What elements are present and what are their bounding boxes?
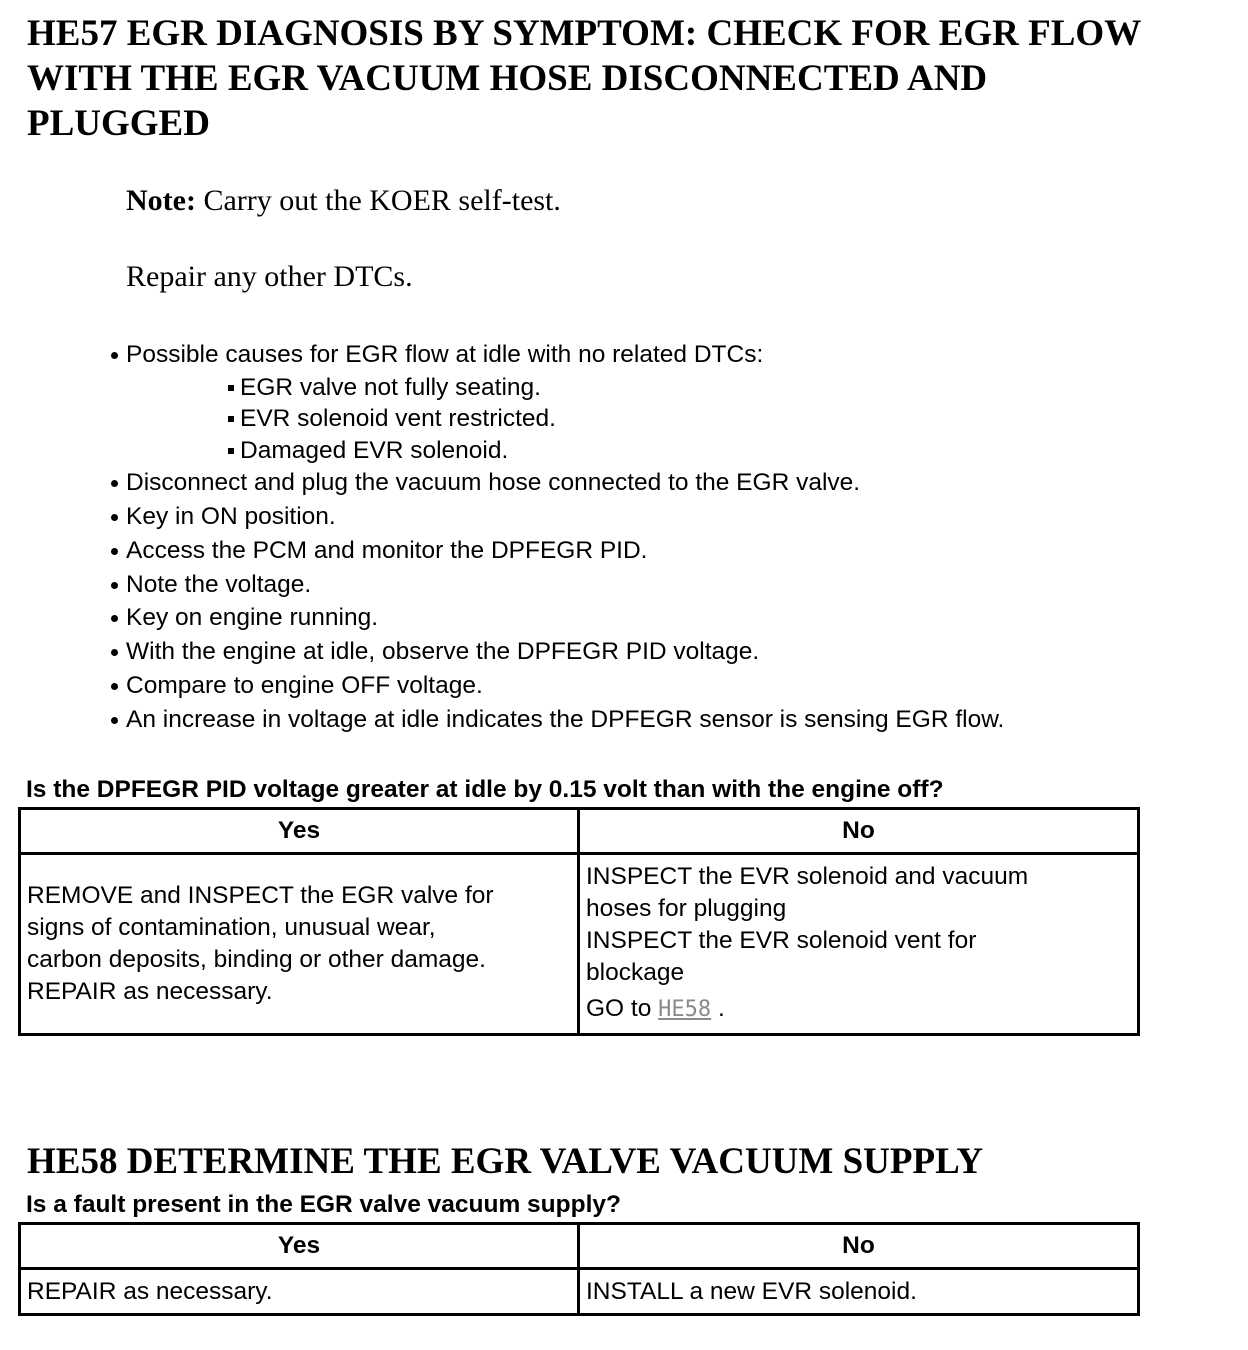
yes-line: REPAIR as necessary. bbox=[27, 978, 273, 1005]
no-cell: INSTALL a new EVR solenoid. bbox=[579, 1269, 1139, 1315]
list-item: EGR valve not fully seating. bbox=[226, 372, 1228, 404]
no-header: No bbox=[579, 809, 1139, 854]
he57-decision-table bbox=[18, 807, 1140, 1036]
no-line: hoses for plugging bbox=[586, 895, 787, 922]
step-text: Possible causes for EGR flow at idle with no related DTCs: bbox=[126, 341, 764, 368]
he57-heading bbox=[27, 11, 1141, 146]
yes-line: carbon deposits, binding or other damage. bbox=[27, 946, 486, 973]
yes-line: signs of contamination, unusual wear, bbox=[27, 914, 436, 941]
no-line: blockage bbox=[586, 959, 685, 986]
no-line: INSPECT the EVR solenoid vent for bbox=[586, 927, 977, 954]
yes-header: Yes bbox=[20, 1224, 579, 1269]
list-item: EVR solenoid vent restricted. bbox=[226, 403, 1228, 435]
no-header: No bbox=[579, 1224, 1139, 1269]
table-header-row bbox=[20, 809, 1139, 854]
list-item: Disconnect and plug the vacuum hose connected to the EGR valve. bbox=[108, 466, 1228, 500]
list-item: With the engine at idle, observe the DPFEGR PID voltage. bbox=[108, 635, 1228, 669]
repair-note: Repair any other DTCs. bbox=[126, 260, 413, 293]
note-text: Carry out the KOER self-test. bbox=[195, 184, 561, 217]
go-to-suffix: . bbox=[711, 995, 725, 1022]
procedure-steps bbox=[108, 338, 1228, 737]
he57-heading-line1: HE57 EGR DIAGNOSIS BY SYMPTOM: CHECK FOR EGR FLOW bbox=[27, 13, 1142, 54]
he58-link[interactable]: HE58 bbox=[658, 997, 712, 1022]
he57-question: Is the DPFEGR PID voltage greater at idle by 0.15 volt than with the engine off? bbox=[26, 776, 944, 803]
no-line: INSPECT the EVR solenoid and vacuum bbox=[586, 863, 1029, 890]
go-to-line bbox=[586, 995, 725, 1022]
note bbox=[126, 184, 561, 218]
he58-decision-table bbox=[18, 1222, 1140, 1316]
list-item: Damaged EVR solenoid. bbox=[226, 435, 1228, 467]
table-row bbox=[20, 854, 1139, 1035]
note-label: Note: bbox=[126, 184, 196, 217]
list-item: Note the voltage. bbox=[108, 568, 1228, 602]
list-item: Key on engine running. bbox=[108, 601, 1228, 635]
go-to-prefix: GO to bbox=[586, 995, 659, 1022]
list-item: Access the PCM and monitor the DPFEGR PID. bbox=[108, 534, 1228, 568]
he57-heading-line2: WITH THE EGR VACUUM HOSE DISCONNECTED AND bbox=[27, 58, 988, 99]
he58-heading: HE58 DETERMINE THE EGR VALVE VACUUM SUPPLY bbox=[27, 1141, 984, 1182]
yes-header: Yes bbox=[20, 809, 579, 854]
yes-line: REMOVE and INSPECT the EGR valve for bbox=[27, 882, 494, 909]
table-header-row bbox=[20, 1224, 1139, 1269]
no-cell bbox=[579, 854, 1139, 1035]
yes-cell: REPAIR as necessary. bbox=[20, 1269, 579, 1315]
list-item: Key in ON position. bbox=[108, 500, 1228, 534]
table-row bbox=[20, 1269, 1139, 1315]
he57-heading-line3: PLUGGED bbox=[27, 103, 210, 144]
list-item: Compare to engine OFF voltage. bbox=[108, 669, 1228, 703]
possible-causes bbox=[126, 372, 1228, 467]
list-item: An increase in voltage at idle indicates the DPFEGR sensor is sensing EGR flow. bbox=[108, 703, 1228, 737]
list-item bbox=[108, 338, 1228, 466]
yes-cell bbox=[20, 854, 579, 1035]
he58-question: Is a fault present in the EGR valve vacuum supply? bbox=[26, 1191, 621, 1218]
